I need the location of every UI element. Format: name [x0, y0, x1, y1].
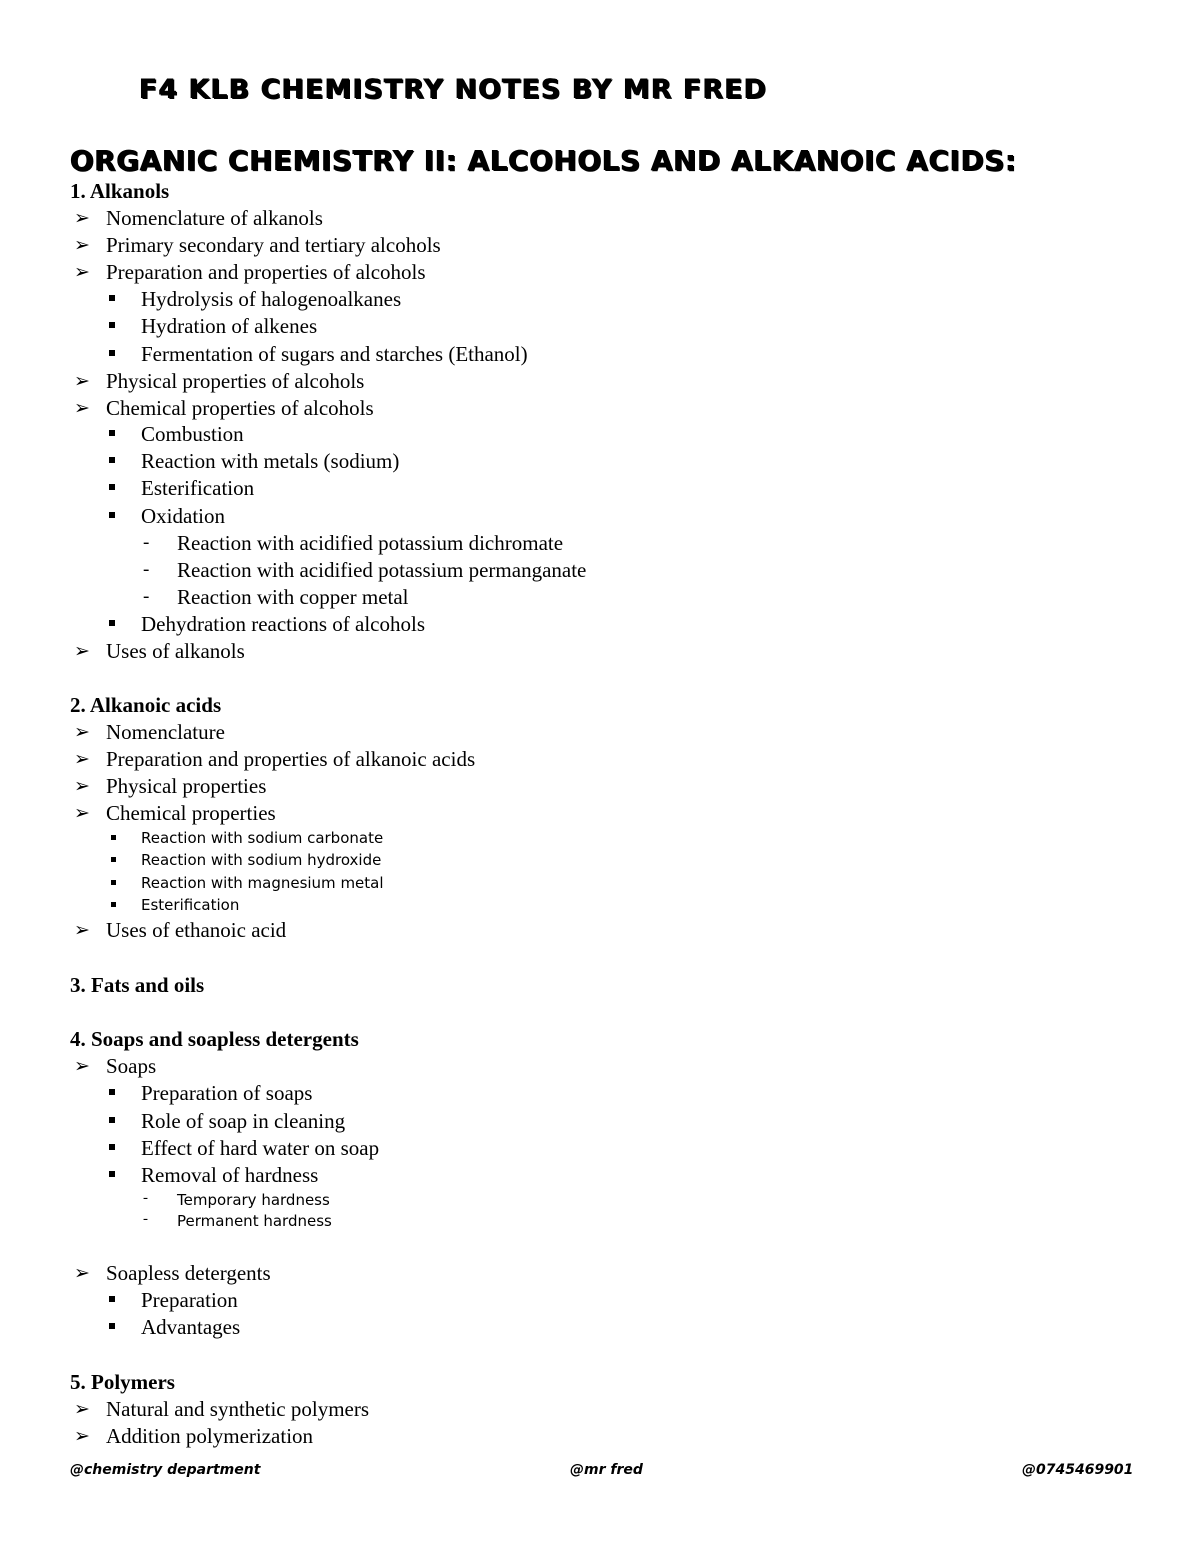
list-item: Advantages [141, 1315, 241, 1339]
list-item: Temporary hardness [177, 1191, 330, 1209]
arrow-bullet-icon: ➢ [74, 261, 90, 283]
arrow-bullet-icon: ➢ [74, 919, 90, 941]
square-bullet-icon [109, 484, 115, 490]
arrow-bullet-icon: ➢ [74, 1398, 90, 1420]
square-bullet-icon [111, 857, 116, 862]
list-item: Reaction with metals (sodium) [141, 449, 400, 473]
footer-left: @chemistry department [70, 1462, 261, 1478]
arrow-bullet-icon: ➢ [74, 397, 90, 419]
section-heading: 4. Soaps and soapless detergents [70, 1027, 359, 1051]
arrow-bullet-icon: ➢ [74, 207, 90, 229]
document-title: F4 KLB CHEMISTRY NOTES BY MR FRED [139, 74, 768, 105]
list-item: Permanent hardness [177, 1212, 332, 1230]
list-item: Soapless detergents [106, 1261, 271, 1285]
list-item: Reaction with sodium hydroxide [141, 851, 382, 869]
dash-bullet-icon: - [143, 586, 150, 607]
list-item: Role of soap in cleaning [141, 1109, 346, 1133]
list-item: Fermentation of sugars and starches (Ethanol) [141, 342, 528, 366]
list-item: Dehydration reactions of alcohols [141, 612, 425, 636]
square-bullet-icon [109, 350, 115, 356]
list-item: Soaps [106, 1054, 157, 1078]
list-item: Chemical properties of alcohols [106, 396, 374, 420]
square-bullet-icon [109, 620, 115, 626]
list-item: Reaction with acidified potassium dichromate [177, 531, 564, 555]
list-item: Natural and synthetic polymers [106, 1397, 370, 1421]
section-heading: 1. Alkanols [70, 179, 170, 203]
list-item: Preparation and properties of alkanoic acids [106, 747, 476, 771]
arrow-bullet-icon: ➢ [74, 1425, 90, 1447]
square-bullet-icon [111, 835, 116, 840]
list-item: Combustion [141, 422, 244, 446]
list-item: Chemical properties [106, 801, 276, 825]
list-item: Nomenclature of alkanols [106, 206, 323, 230]
footer-right: @0745469901 [1022, 1462, 1134, 1478]
square-bullet-icon [109, 1089, 115, 1095]
list-item: Esterification [141, 476, 255, 500]
list-item: Preparation of soaps [141, 1081, 313, 1105]
section-heading-fats: 3. Fats and oils [70, 973, 205, 997]
square-bullet-icon [109, 1144, 115, 1150]
arrow-bullet-icon: ➢ [74, 640, 90, 662]
list-item: Reaction with copper metal [177, 585, 409, 609]
document-subtitle: ORGANIC CHEMISTRY II: ALCOHOLS AND ALKANOIC ACIDS: [70, 144, 1017, 177]
dash-bullet-icon: - [143, 559, 150, 580]
dash-bullet-icon: - [143, 1190, 148, 1206]
square-bullet-icon [109, 1171, 115, 1177]
list-item: Oxidation [141, 504, 225, 528]
square-bullet-icon [111, 902, 116, 907]
list-item: Removal of hardness [141, 1163, 319, 1187]
list-item: Physical properties [106, 774, 267, 798]
arrow-bullet-icon: ➢ [74, 234, 90, 256]
list-item: Hydrolysis of halogenoalkanes [141, 287, 402, 311]
square-bullet-icon [109, 512, 115, 518]
list-item: Uses of alkanols [106, 639, 245, 663]
list-item: Reaction with magnesium metal [141, 874, 384, 892]
list-item: Addition polymerization [106, 1424, 314, 1448]
arrow-bullet-icon: ➢ [74, 370, 90, 392]
square-bullet-icon [109, 1117, 115, 1123]
list-item: Reaction with acidified potassium permanganate [177, 558, 587, 582]
section-heading: 5. Polymers [70, 1370, 175, 1394]
square-bullet-icon [109, 457, 115, 463]
arrow-bullet-icon: ➢ [74, 1055, 90, 1077]
list-item: Hydration of alkenes [141, 314, 318, 338]
list-item: Physical properties of alcohols [106, 369, 365, 393]
dash-bullet-icon: - [143, 532, 150, 553]
square-bullet-icon [109, 430, 115, 436]
square-bullet-icon [109, 322, 115, 328]
arrow-bullet-icon: ➢ [74, 721, 90, 743]
square-bullet-icon [109, 1296, 115, 1302]
section-heading: 2. Alkanoic acids [70, 693, 222, 717]
arrow-bullet-icon: ➢ [74, 748, 90, 770]
list-item: Uses of ethanoic acid [106, 918, 287, 942]
list-item: Preparation [141, 1288, 238, 1312]
list-item: Reaction with sodium carbonate [141, 829, 384, 847]
footer-center: @mr fred [570, 1462, 643, 1478]
dash-bullet-icon: - [143, 1211, 148, 1227]
list-item: Effect of hard water on soap [141, 1136, 380, 1160]
arrow-bullet-icon: ➢ [74, 775, 90, 797]
square-bullet-icon [109, 295, 115, 301]
arrow-bullet-icon: ➢ [74, 1262, 90, 1284]
list-item: Esterification [141, 896, 240, 914]
arrow-bullet-icon: ➢ [74, 802, 90, 824]
square-bullet-icon [109, 1323, 115, 1329]
list-item: Nomenclature [106, 720, 225, 744]
list-item: Primary secondary and tertiary alcohols [106, 233, 441, 257]
square-bullet-icon [111, 880, 116, 885]
list-item: Preparation and properties of alcohols [106, 260, 426, 284]
